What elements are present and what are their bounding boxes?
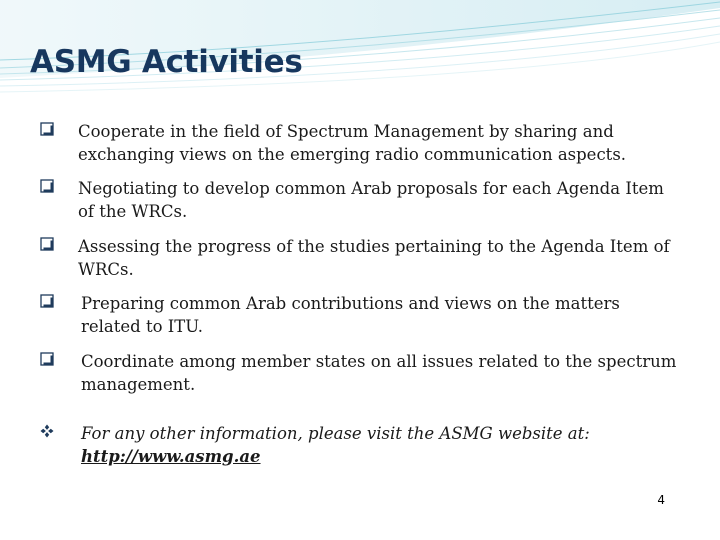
checkbox-square-icon [40, 294, 54, 308]
checkbox-square-icon [40, 179, 54, 193]
diamond-quad-bullet-icon [40, 424, 54, 438]
page-number: 4 [657, 493, 665, 507]
bullet-text: Cooperate in the field of Spectrum Management by sharing and exchanging views on the emerging radio communication aspects. [78, 122, 627, 164]
website-link[interactable]: http://www.asmg.ae [81, 447, 261, 466]
checkbox-square-icon [40, 352, 54, 366]
checkbox-square-icon [40, 237, 54, 251]
footer-note-text: For any other information, please visit the ASMG website at: [81, 424, 590, 443]
bullet-text: Preparing common Arab contributions and views on the matters related to ITU. [81, 294, 620, 336]
footer-note-text-block [81, 422, 681, 468]
bullet-text: Coordinate among member states on all issues related to the spectrum management. [81, 352, 677, 394]
bullet-text: Assessing the progress of the studies pertaining to the Agenda Item of WRCs. [78, 237, 670, 279]
bullet-text: Negotiating to develop common Arab proposals for each Agenda Item of the WRCs. [78, 179, 664, 221]
checkbox-square-icon [40, 122, 54, 136]
slide-title: ASMG Activities [30, 44, 303, 80]
